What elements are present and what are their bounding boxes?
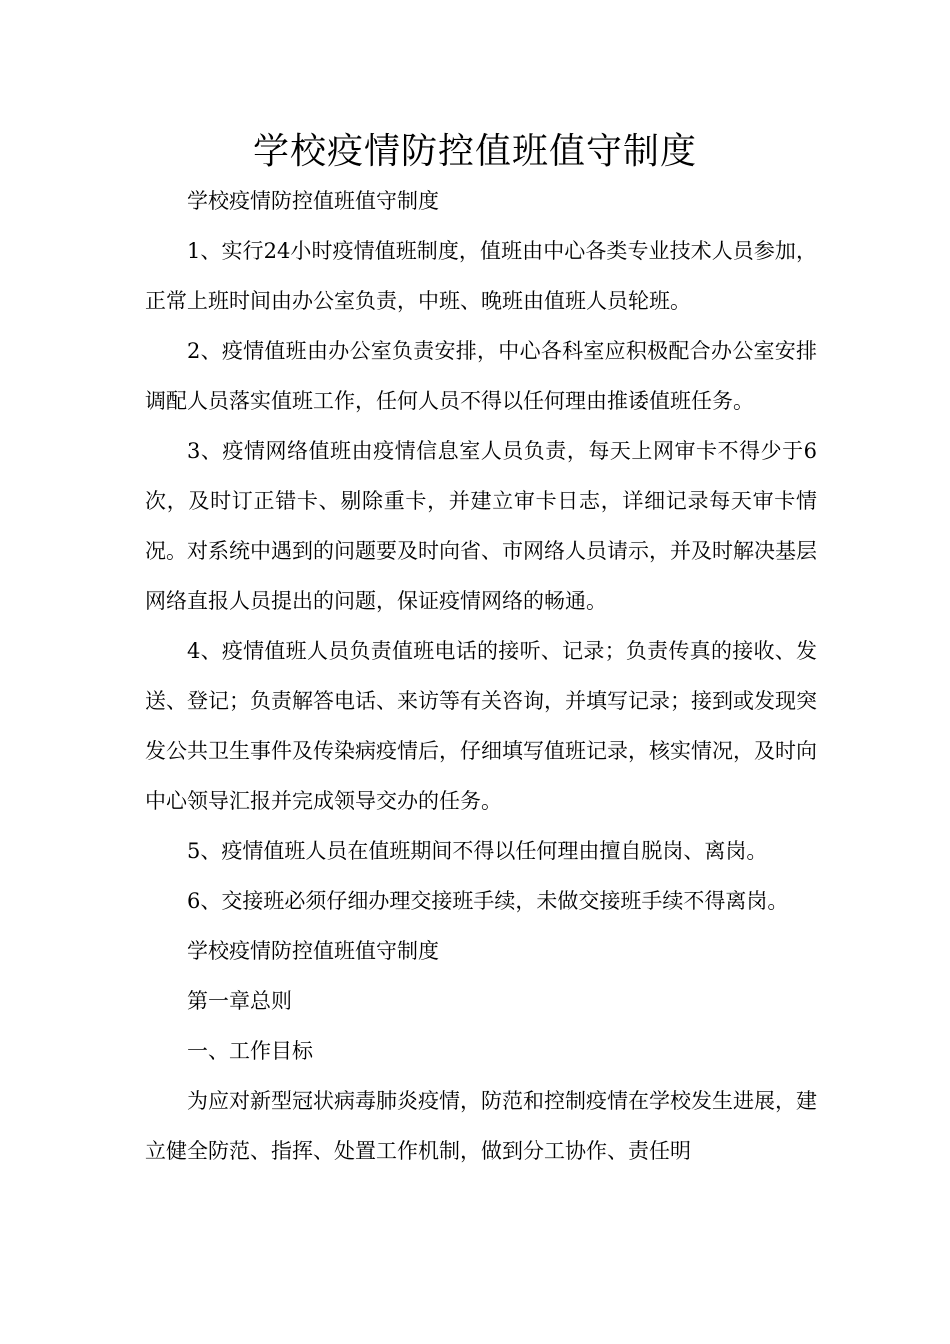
paragraph-chapter-heading: 第一章总则 — [187, 989, 292, 1013]
paragraph-item-2: 2、疫情值班由办公室负责安排，中心各科室应积极配合办公室安排调配人员落实值班工作，任何人员不得以任何理由推诿值班任务。 — [145, 339, 817, 413]
paragraph-subheading: 一、工作目标 — [187, 1039, 313, 1063]
paragraph-section-title: 学校疫情防控值班值守制度 — [187, 939, 439, 963]
paragraph-subtitle: 学校疫情防控值班值守制度 — [187, 189, 439, 213]
paragraph-item-5: 5、疫情值班人员在值班期间不得以任何理由擅自脱岗、离岗。 — [187, 839, 768, 863]
paragraph-item-4: 4、疫情值班人员负责值班电话的接听、记录；负责传真的接收、发送、登记；负责解答电话、来访等有关咨询，并填写记录；接到或发现突发公共卫生事件及传染病疫情后，仔细填写值班记录，核实情况，及时向中心领导汇报并完成领导交办的任务。 — [145, 639, 817, 813]
document-title: 学校疫情防控值班值守制度 — [252, 131, 697, 172]
paragraph-item-1: 1、实行24小时疫情值班制度，值班由中心各类专业技术人员参加，正常上班时间由办公室负责，中班、晚班由值班人员轮班。 — [145, 239, 817, 313]
paragraph-item-3: 3、疫情网络值班由疫情信息室人员负责，每天上网审卡不得少于6次，及时订正错卡、剔除重卡，并建立审卡日志，详细记录每天审卡情况。对系统中遇到的问题要及时向省、市网络人员请示，并及时解决基层网络直报人员提出的问题，保证疫情网络的畅通。 — [145, 439, 817, 613]
paragraph-goal-text: 为应对新型冠状病毒肺炎疫情，防范和控制疫情在学校发生进展，建立健全防范、指挥、处置工作机制，做到分工协作、责任明 — [145, 1089, 817, 1163]
paragraph-item-6: 6、交接班必须仔细办理交接班手续，未做交接班手续不得离岗。 — [187, 889, 789, 913]
document-body — [145, 176, 817, 1176]
